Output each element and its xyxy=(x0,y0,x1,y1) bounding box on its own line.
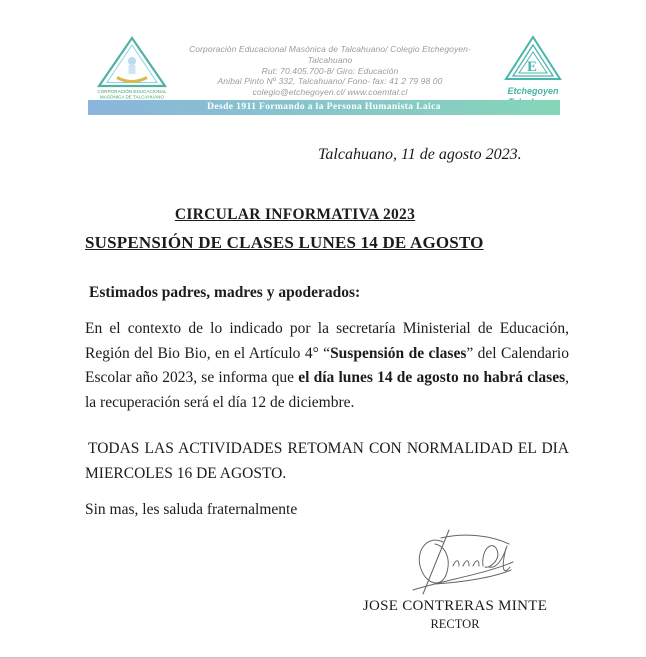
motto-banner: Desde 1911 Formando a la Persona Humanista Laica xyxy=(88,100,560,115)
left-logo-caption-1: CORPORACIÓN EDUCACIONAL xyxy=(97,89,167,94)
closing-line: Sin mas, les saluda fraternalmente xyxy=(85,501,298,518)
signatory-block xyxy=(330,598,580,632)
masonic-triangle-icon xyxy=(94,35,170,101)
circular-title: CIRCULAR INFORMATIVA 2023 xyxy=(174,206,416,223)
org-line-rut: Rut: 70.405.700-8/ Giro: Educación xyxy=(261,65,399,76)
right-logo-caption-1: Etchegoyen xyxy=(507,86,559,96)
signatory-name: JOSE CONTRERAS MINTE xyxy=(362,598,548,614)
greeting-line: Estimados padres, madres y apoderados: xyxy=(89,284,361,301)
body-paragraph-2: TODAS LAS ACTIVIDADES RETOMAN CON NORMALIDAD EL DIA MIERCOLES 16 DE AGOSTO. xyxy=(85,440,569,482)
signatory-title: RECTOR xyxy=(430,617,480,631)
left-logo-caption-2: MASÓNICA DE TALCAHUANO xyxy=(99,94,165,100)
etchegoyen-logo-letter: E xyxy=(527,59,538,75)
signature-icon xyxy=(405,524,525,600)
etchegoyen-triangle-icon xyxy=(502,35,564,81)
masonic-corporation-triangle-logo xyxy=(94,35,170,101)
circular-subtitle: SUSPENSIÓN DE CLASES LUNES 14 DE AGOSTO xyxy=(85,233,484,252)
handwritten-signature xyxy=(405,524,525,600)
body-paragraph-1: En el contexto de lo indicado por la secretaría Ministerial de Educación, Región del Bio Bio, en el Artículo 4° “Suspensión de clases” del Calendario Escolar año 2023, se informa que el día lunes 14 de agosto no habrá clases, la recuperación será el día 12 de diciembre. xyxy=(85,320,570,411)
org-line-name: Corporación Educacional Masónica de Talcahuano/ Colegio Etchegoyen- Talcahuano xyxy=(189,44,471,65)
org-line-address: Anibal Pinto Nº 332, Talcahuano/ Fono- fax: 41 2 79 98 00 xyxy=(217,76,443,87)
date-line: Talcahuano, 11 de agosto 2023. xyxy=(318,146,522,163)
etchegoyen-triangle-logo xyxy=(502,35,564,101)
organization-header-text xyxy=(178,44,482,98)
org-line-web: colegio@etchegoyen.cl/ www.coemtal.cl xyxy=(252,87,408,98)
